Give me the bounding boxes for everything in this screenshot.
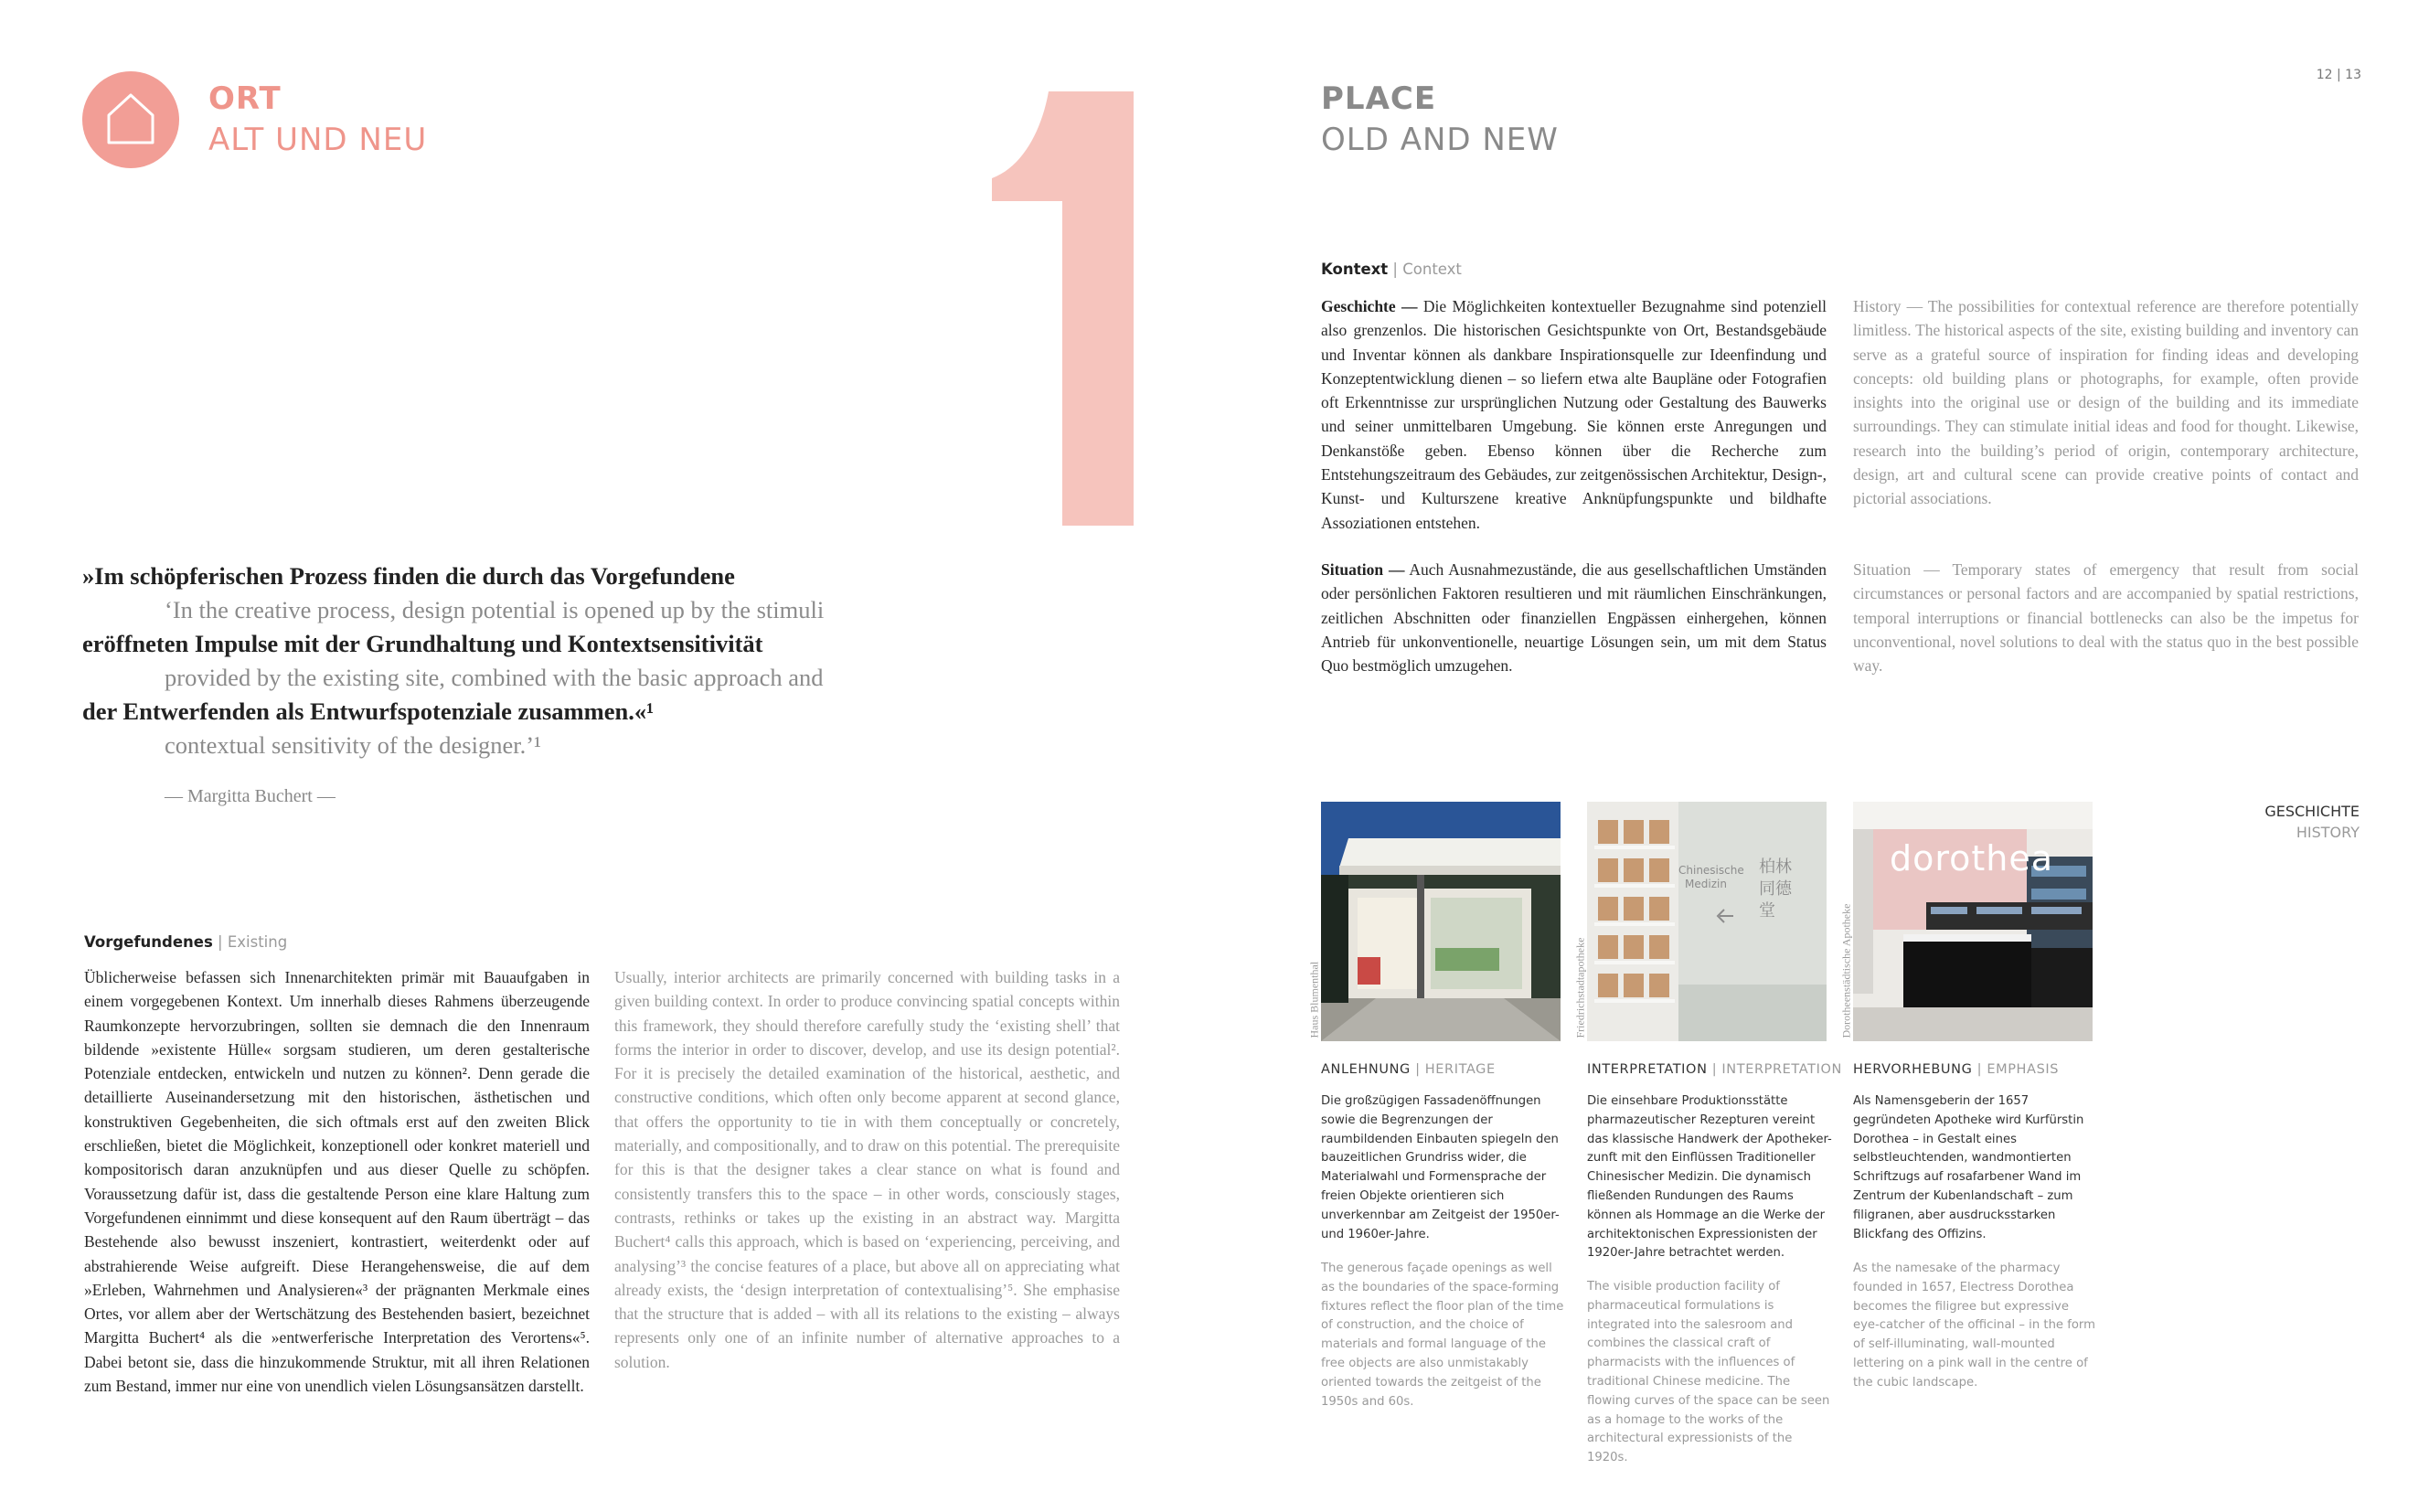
pull-quote bbox=[82, 559, 932, 762]
heading-separator: | bbox=[212, 933, 228, 951]
caption-text-de: Die einsehbare Produktionsstätte pharmazeutischer Rezepturen vereint das klassische Handwerk der Apotheker-zunft mit den Einflüssen Traditioneller Chinesischer Medizin. Die dynamisch fließenden Rundungen des Raums können als Hommage an die Werke der architektonischen Expressionisten der 1920er-Jahre betrachtet werden. bbox=[1587, 1094, 1832, 1261]
page-numbers: 12 | 13 bbox=[2316, 68, 2361, 82]
heading-de: Kontext bbox=[1321, 261, 1389, 278]
chapter-number bbox=[992, 91, 1134, 526]
situation-text-en: Temporary states of emergency that result from social circumstances or personal factors and are accompanied by spatial restrictions, temporal interruptions or financial bottlenecks can also be the impetus for unconventional, novel solutions to deal with the status quo in the best possible way. bbox=[1853, 560, 2360, 676]
quote-line-de: eröffneten Impulse mit der Grundhaltung und Kontextsensitivität bbox=[82, 630, 763, 657]
photo-friedrichstadtapotheke bbox=[1587, 802, 1827, 1041]
caption-text-en: As the namesake of the pharmacy founded in 1657, Electress Dorothea becomes the filigree but expressive eye-catcher of the officinal – in the form of self-illuminating, wall-mounted lettering on a pink wall in the centre of the cubic landscape. bbox=[1853, 1262, 2095, 1390]
caption-heading-de: INTERPRETATION bbox=[1587, 1062, 1708, 1077]
quote-line-de: »Im schöpferischen Prozess finden die durch das Vorgefundene bbox=[82, 562, 735, 590]
heading-en: Context bbox=[1402, 261, 1462, 278]
quote-line-de: der Entwerfenden als Entwurfspotenziale zusammen.«¹ bbox=[82, 697, 655, 725]
situation-paragraph-en bbox=[1853, 558, 2359, 677]
heading-en: Existing bbox=[227, 933, 288, 951]
chapter-subtitle-en: OLD AND NEW bbox=[1321, 122, 1559, 158]
caption-heading bbox=[1853, 1062, 2059, 1077]
quote-line-en: provided by the existing site, combined with the basic approach and bbox=[165, 664, 824, 691]
photo-side-label: Haus Blumenthal bbox=[1307, 961, 1321, 1038]
quote-line-en: ‘In the creative process, design potential is opened up by the stimuli bbox=[165, 596, 825, 623]
situation-keyword-de: Situation — bbox=[1321, 560, 1405, 579]
caption-text-en: The generous façade openings as well as the boundaries of the space-forming fixtures reflect the floor plan of the time of construction, and the choice of materials and formal language of the free objects are also unmistakably oriented towards the zeitgeist of the 1950s and 60s. bbox=[1321, 1262, 1564, 1409]
photo-dorotheenstaedtische-apotheke bbox=[1853, 802, 2093, 1041]
quote-line-en: contextual sensitivity of the designer.’¹ bbox=[165, 731, 541, 759]
photo-sign-text: Chinesische Medizin bbox=[1678, 864, 1744, 890]
caption-heading-de: ANLEHNUNG bbox=[1321, 1062, 1411, 1077]
situation-paragraph-de bbox=[1321, 558, 1827, 677]
caption-heading-en: INTERPRETATION bbox=[1721, 1062, 1842, 1077]
history-keyword-de: Geschichte — bbox=[1321, 297, 1418, 315]
house-icon bbox=[105, 90, 156, 148]
heading-de: Vorgefundenes bbox=[84, 933, 213, 951]
chapter-title-de: ORT bbox=[208, 80, 282, 117]
chapter-subtitle-de: ALT UND NEU bbox=[208, 122, 428, 158]
photo-side-label: Dorotheenstädtische Apotheke bbox=[1839, 903, 1853, 1038]
history-label-en: HISTORY bbox=[2296, 824, 2360, 841]
caption-heading-separator: | bbox=[1410, 1062, 1425, 1077]
chapter-badge bbox=[82, 71, 179, 168]
caption-heading bbox=[1321, 1062, 1496, 1077]
caption-heading-de: HERVORHEBUNG bbox=[1853, 1062, 1973, 1077]
photo-side-label: Friedrichstadtapotheke bbox=[1573, 937, 1587, 1038]
history-label bbox=[2264, 801, 2360, 843]
photo-sign-chinese: 柏林 同德堂 bbox=[1759, 857, 1792, 921]
caption-heading-en: EMPHASIS bbox=[1987, 1062, 2060, 1077]
section-heading-context bbox=[1321, 261, 1462, 278]
history-text-en: The possibilities for contextual reference are therefore potentially limitless. The historical aspects of the site, existing building and inventory can serve as a grateful source of inspiration for finding ideas and developing concepts: old building plans or photographs, for example, often provide insights into the original use or design of the building and its immediate surroundings. They can stimulate initial ideas and food for thought. Likewise, research into the building’s period of origin, contemporary architecture, design, art and cultural scene can provide creative points of contact and pictorial associations. bbox=[1853, 297, 2360, 508]
situation-keyword-en: Situation — bbox=[1853, 560, 1940, 579]
chapter-title-en: PLACE bbox=[1321, 80, 1437, 117]
caption-heading-separator: | bbox=[1972, 1062, 1987, 1077]
quote-attribution: — Margitta Buchert — bbox=[165, 786, 336, 806]
section-heading-existing bbox=[84, 933, 287, 951]
caption-heading-separator: | bbox=[1707, 1062, 1722, 1077]
photo-sign-text: dorothea bbox=[1890, 838, 2054, 878]
history-label-de: GESCHICHTE bbox=[2264, 803, 2360, 820]
caption-heading-en: HERITAGE bbox=[1424, 1062, 1496, 1077]
history-text-de: Die Möglichkeiten kontextueller Bezugnahme sind potenziell also grenzenlos. Die historischen Gesichtspunkte von Ort, Bestandsgebäude und Inventar können als dankbare Inspirationsquelle zur Ideenfindung und Konzeptentwicklung dienen – so liefern etwa alte Baupläne oder Fotografien oft Erkenntnisse zur ursprünglichen Nutzung oder Gestaltung des Bauwerks und seiner unmittelbaren Umgebung. Sie können erste Anregungen und Denkanstöße geben. Ebenso können über die Recherche zum Entstehungszeitraum des Gebäudes, zur zeitgenössischen Architektur, Design-, Kunst- und Kulturszene kreative Anknüpfungspunkte und bildhafte Assoziationen entstehen. bbox=[1321, 297, 1827, 532]
heading-separator: | bbox=[1388, 261, 1403, 278]
history-paragraph-de bbox=[1321, 294, 1827, 535]
existing-text-en: Usually, interior architects are primarily concerned with building tasks in a given building context. In order to produce convincing spatial concepts within this framework, they should therefore carefully study the ‘existing shell’ that forms the interior in order to discover, develop, and use its design potential². For it is precisely the detailed examination of the historical, aesthetic, and constructive conditions, which often only become apparent at second glance, that offers the opportunity to tie in with them conceptually or concretely, materially, and compositionally, and to draw on this potential. The prerequisite for this is that the designer takes a clear stance on what is found and consistently transfers this to the space – in other words, consciously stages, contrasts, rethinks or takes up the existing in an abstract way. Margitta Buchert⁴ calls this approach, which is based on ‘experiencing, perceiving, and analysing’³ the concise features of a place, but above all on appreciating what already exists, the ‘design interpretation of contextualising’⁵. She emphasise that the structure that is added – with all its relations to the existing – always represents only one of an infinite number of alternative approaches to a solution. bbox=[614, 968, 1120, 1371]
caption-text-de: Die großzügigen Fassadenöffnungen sowie die Begrenzungen der raumbildenden Einbauten spiegeln den bauzeitlichen Grundriss wider, die Materialwahl und Formensprache der freien Objekte orientieren sich unverkennbar am Zeitgeist der 1950er- und 1960er-Jahre. bbox=[1321, 1094, 1560, 1241]
situation-text-de: Auch Ausnahmezustände, die aus gesellschaftlichen Umständen oder persönlichen Faktoren resultieren und mit räumlichen Einschränkungen, zeitlichen Abschnitten oder finanziellen Engpässen einhergehen, können Antrieb für unkonventionelle, neuartige Lösungen sein, um mit dem Status Quo bestmöglich umzugehen. bbox=[1321, 560, 1827, 676]
caption-heading bbox=[1587, 1062, 1842, 1077]
history-keyword-en: History — bbox=[1853, 297, 1923, 315]
existing-text-de: Üblicherweise befassen sich Innenarchitekten primär mit Bauaufgaben in einem vorgegebenen Kontext. Um innerhalb dieses Rahmens überzeugende Raumkonzepte hervorzubringen, sollten sie demnach die den Innenraum bildende »existente Hülle« sorgsam studieren, um deren gestalterische Potenziale entdecken, entwickeln und nutzen zu können². Denn gerade die detaillierte Auseinandersetzung mit den historischen, ästhetischen und konstruktiven Gegebenheiten, die sich oftmals erst auf den zweiten Blick erschließen, bietet die Möglichkeit, konzeptionell oder konkret materiell und kompositorisch daran anzuknüpfen und aus dieser Quelle zu schöpfen. Voraussetzung dafür ist, dass die gestaltende Person eine klare Haltung zum Vorgefundenen einnimmt und diese konsequent auf den Raum überträgt – das Bestehende also bewusst inszeniert, kontrastiert, weiterdenkt oder auf abstrahierende Weise aufgreift. Diese Herangehensweise, die auf dem »Erleben, Wahrnehmen und Analysieren«³ der prägnanten Merkmale eines Ortes, vor allem aber der Wertschätzung des Bestehenden basiert, bezeichnet Margitta Buchert⁴ als die »entwerferische Interpretation des Verortens«⁵. Dabei betont sie, dass die hinzukommende Struktur, mit all ihren Relationen zum Bestand, immer nur eine von unendlich vielen Lösungsansätzen darstellt. bbox=[84, 968, 590, 1396]
photo-haus-blumenthal bbox=[1321, 802, 1561, 1041]
caption-text-en: The visible production facility of pharmaceutical formulations is integrated into the salesroom and combines the classical craft of pharmacists with the influences of traditional Chinese medicine. The flowing curves of the space can be seen as a homage to the works of the architectural expressionists of the 1920s. bbox=[1587, 1280, 1830, 1465]
caption-text-de: Als Namensgeberin der 1657 gegründeten Apotheke wird Kurfürstin Dorothea – in Gestalt eines selbstleuchtenden, wandmontierten Schriftzugs auf rosafarbener Wand im Zentrum der Kubenlandschaft – zum filigranen, aber ausdrucksstarken Blickfang des Offizins. bbox=[1853, 1094, 2084, 1241]
history-paragraph-en bbox=[1853, 294, 2359, 511]
